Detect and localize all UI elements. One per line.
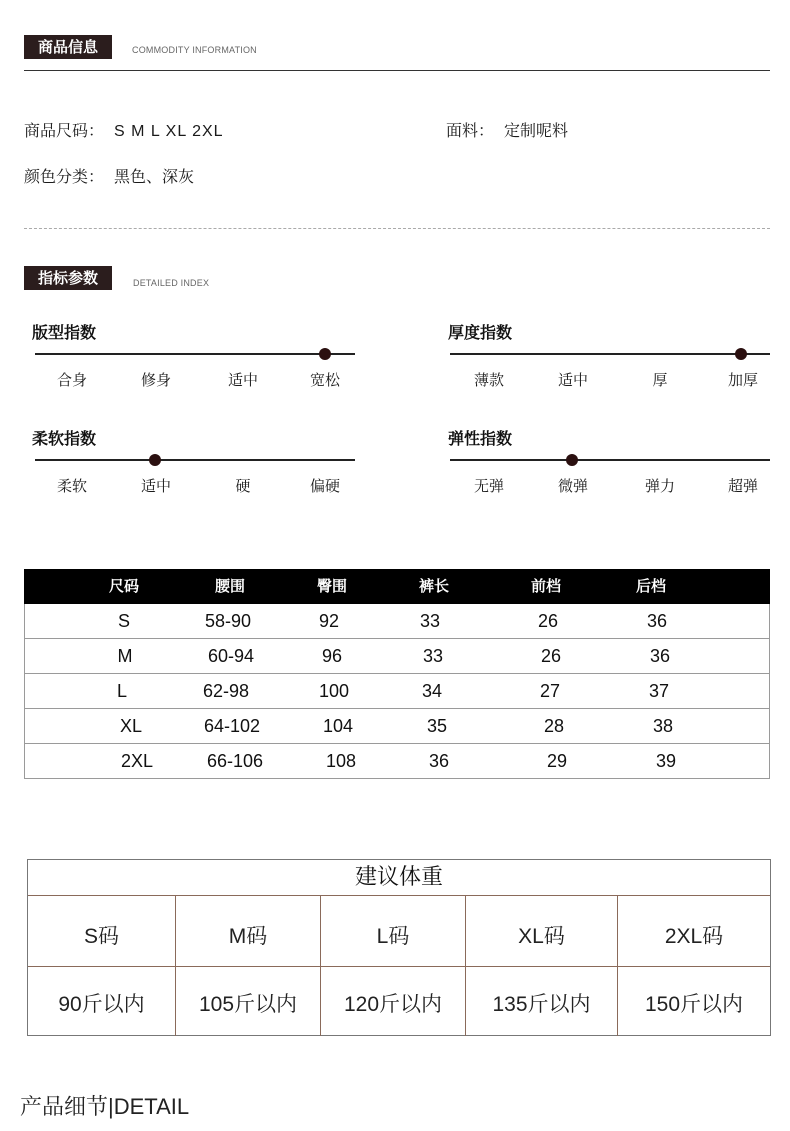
- fabric-info: [446, 118, 568, 141]
- fit-index-label: 修身: [140, 371, 171, 389]
- elasticity-index-label: 超弹: [727, 477, 758, 495]
- weight-table-title: 建议体重: [28, 860, 770, 896]
- table-cell: 39: [655, 751, 677, 771]
- table-cell: 100: [318, 681, 350, 701]
- table-cell: 26: [540, 646, 562, 666]
- softness-index-label: 偏硬: [309, 477, 340, 495]
- table-row: [24, 674, 770, 709]
- commodity-section-tag: 商品信息: [24, 35, 112, 59]
- table-row: [24, 639, 770, 674]
- weight-table-weight-cell: 105斤以内: [198, 993, 298, 1016]
- thickness-index-label: 加厚: [727, 371, 758, 389]
- weight-table-size-cell: L码: [376, 925, 410, 948]
- dashed-divider: [24, 228, 770, 229]
- index-section-subtitle: DETAILED INDEX: [133, 278, 210, 288]
- commodity-section-subtitle: COMMODITY INFORMATION: [132, 45, 257, 55]
- softness-index-track: [35, 459, 355, 461]
- size-table-header-cell: 裤长: [418, 577, 449, 595]
- table-cell: 27: [539, 681, 561, 701]
- size-table-header-cell: 前档: [530, 577, 561, 595]
- table-cell: 33: [422, 646, 444, 666]
- softness-index-title: 柔软指数: [32, 429, 97, 448]
- color-info-label: 颜色分类：: [24, 167, 105, 186]
- table-cell: 60-94: [207, 646, 255, 666]
- table-row: [24, 709, 770, 744]
- table-cell: 36: [646, 611, 668, 631]
- table-cell: 33: [419, 611, 441, 631]
- size-table-header-cell: 腰围: [214, 577, 245, 595]
- weight-table-weight-cell: 90斤以内: [58, 993, 145, 1016]
- table-cell: 36: [649, 646, 671, 666]
- fabric-info-label: 面料：: [446, 121, 495, 140]
- elasticity-index-label: 无弹: [473, 477, 504, 495]
- table-cell: XL: [119, 716, 143, 736]
- commodity-divider: [24, 70, 770, 71]
- fit-index-title: 版型指数: [32, 323, 97, 342]
- fit-index-marker: [319, 348, 331, 360]
- fit-index-label: 宽松: [309, 371, 340, 389]
- weight-table-weight-cell: 120斤以内: [343, 993, 443, 1016]
- thickness-index-track: [450, 353, 770, 355]
- table-cell: 35: [426, 716, 448, 736]
- thickness-index-label: 薄款: [473, 371, 504, 389]
- thickness-index-title: 厚度指数: [448, 323, 513, 342]
- table-cell: 2XL: [120, 751, 154, 771]
- table-cell: 58-90: [204, 611, 252, 631]
- table-cell: 92: [318, 611, 340, 631]
- elasticity-index-title: 弹性指数: [448, 429, 513, 448]
- weight-table-weight-cell: 135斤以内: [492, 993, 591, 1016]
- table-cell: 96: [321, 646, 343, 666]
- table-cell: 29: [546, 751, 568, 771]
- size-table-header-cell: 尺码: [108, 577, 139, 595]
- fit-index-label: 合身: [56, 371, 87, 389]
- weight-table-size-cell: S码: [83, 925, 119, 948]
- fit-index-label: 适中: [227, 371, 258, 389]
- thickness-index-label: 厚: [652, 371, 668, 389]
- weight-table-size-cell: 2XL码: [664, 925, 724, 948]
- softness-index-label: 柔软: [56, 477, 87, 495]
- table-cell: 37: [648, 681, 670, 701]
- table-cell: M: [117, 646, 133, 666]
- color-info-value: 黑色、深灰: [114, 167, 195, 186]
- elasticity-index-label: 弹力: [644, 477, 675, 495]
- weight-table-size-cell: M码: [228, 925, 268, 948]
- index-section-tag: 指标参数: [24, 266, 112, 290]
- weight-table: [27, 859, 771, 1036]
- size-table: [24, 569, 770, 779]
- table-cell: 64-102: [203, 716, 261, 736]
- size-table-header-cell: 后档: [635, 577, 666, 595]
- size-info-label: 商品尺码：: [24, 121, 105, 140]
- size-info: [24, 118, 224, 141]
- table-cell: 108: [325, 751, 357, 771]
- softness-index-marker: [149, 454, 161, 466]
- weight-table-weight-cell: 150斤以内: [644, 993, 744, 1016]
- elasticity-index-track: [450, 459, 770, 461]
- fit-index-track: [35, 353, 355, 355]
- table-row: [24, 744, 770, 779]
- table-cell: 26: [537, 611, 559, 631]
- table-cell: 104: [322, 716, 354, 736]
- softness-index-label: 硬: [235, 477, 251, 495]
- table-cell: L: [116, 681, 127, 701]
- thickness-index-marker: [735, 348, 747, 360]
- table-cell: 62-98: [202, 681, 250, 701]
- size-table-header-cell: 臀围: [316, 577, 347, 595]
- table-cell: 38: [652, 716, 674, 736]
- thickness-index-label: 适中: [557, 371, 588, 389]
- elasticity-index-marker: [566, 454, 578, 466]
- elasticity-index-label: 微弹: [557, 477, 588, 495]
- table-row: [24, 604, 770, 639]
- fabric-info-value: 定制呢料: [504, 121, 569, 140]
- weight-table-size-cell: XL码: [518, 925, 565, 948]
- table-cell: 36: [428, 751, 450, 771]
- table-cell: 66-106: [206, 751, 264, 771]
- product-detail-title: 产品细节|DETAIL: [20, 1094, 190, 1119]
- color-info: [24, 164, 194, 187]
- softness-index-label: 适中: [140, 477, 171, 495]
- weight-table-divider: [28, 966, 770, 967]
- size-info-value: S M L XL 2XL: [114, 123, 224, 140]
- table-cell: 28: [543, 716, 565, 736]
- table-cell: S: [117, 611, 130, 631]
- size-table-header: [24, 569, 770, 604]
- table-cell: 34: [421, 681, 443, 701]
